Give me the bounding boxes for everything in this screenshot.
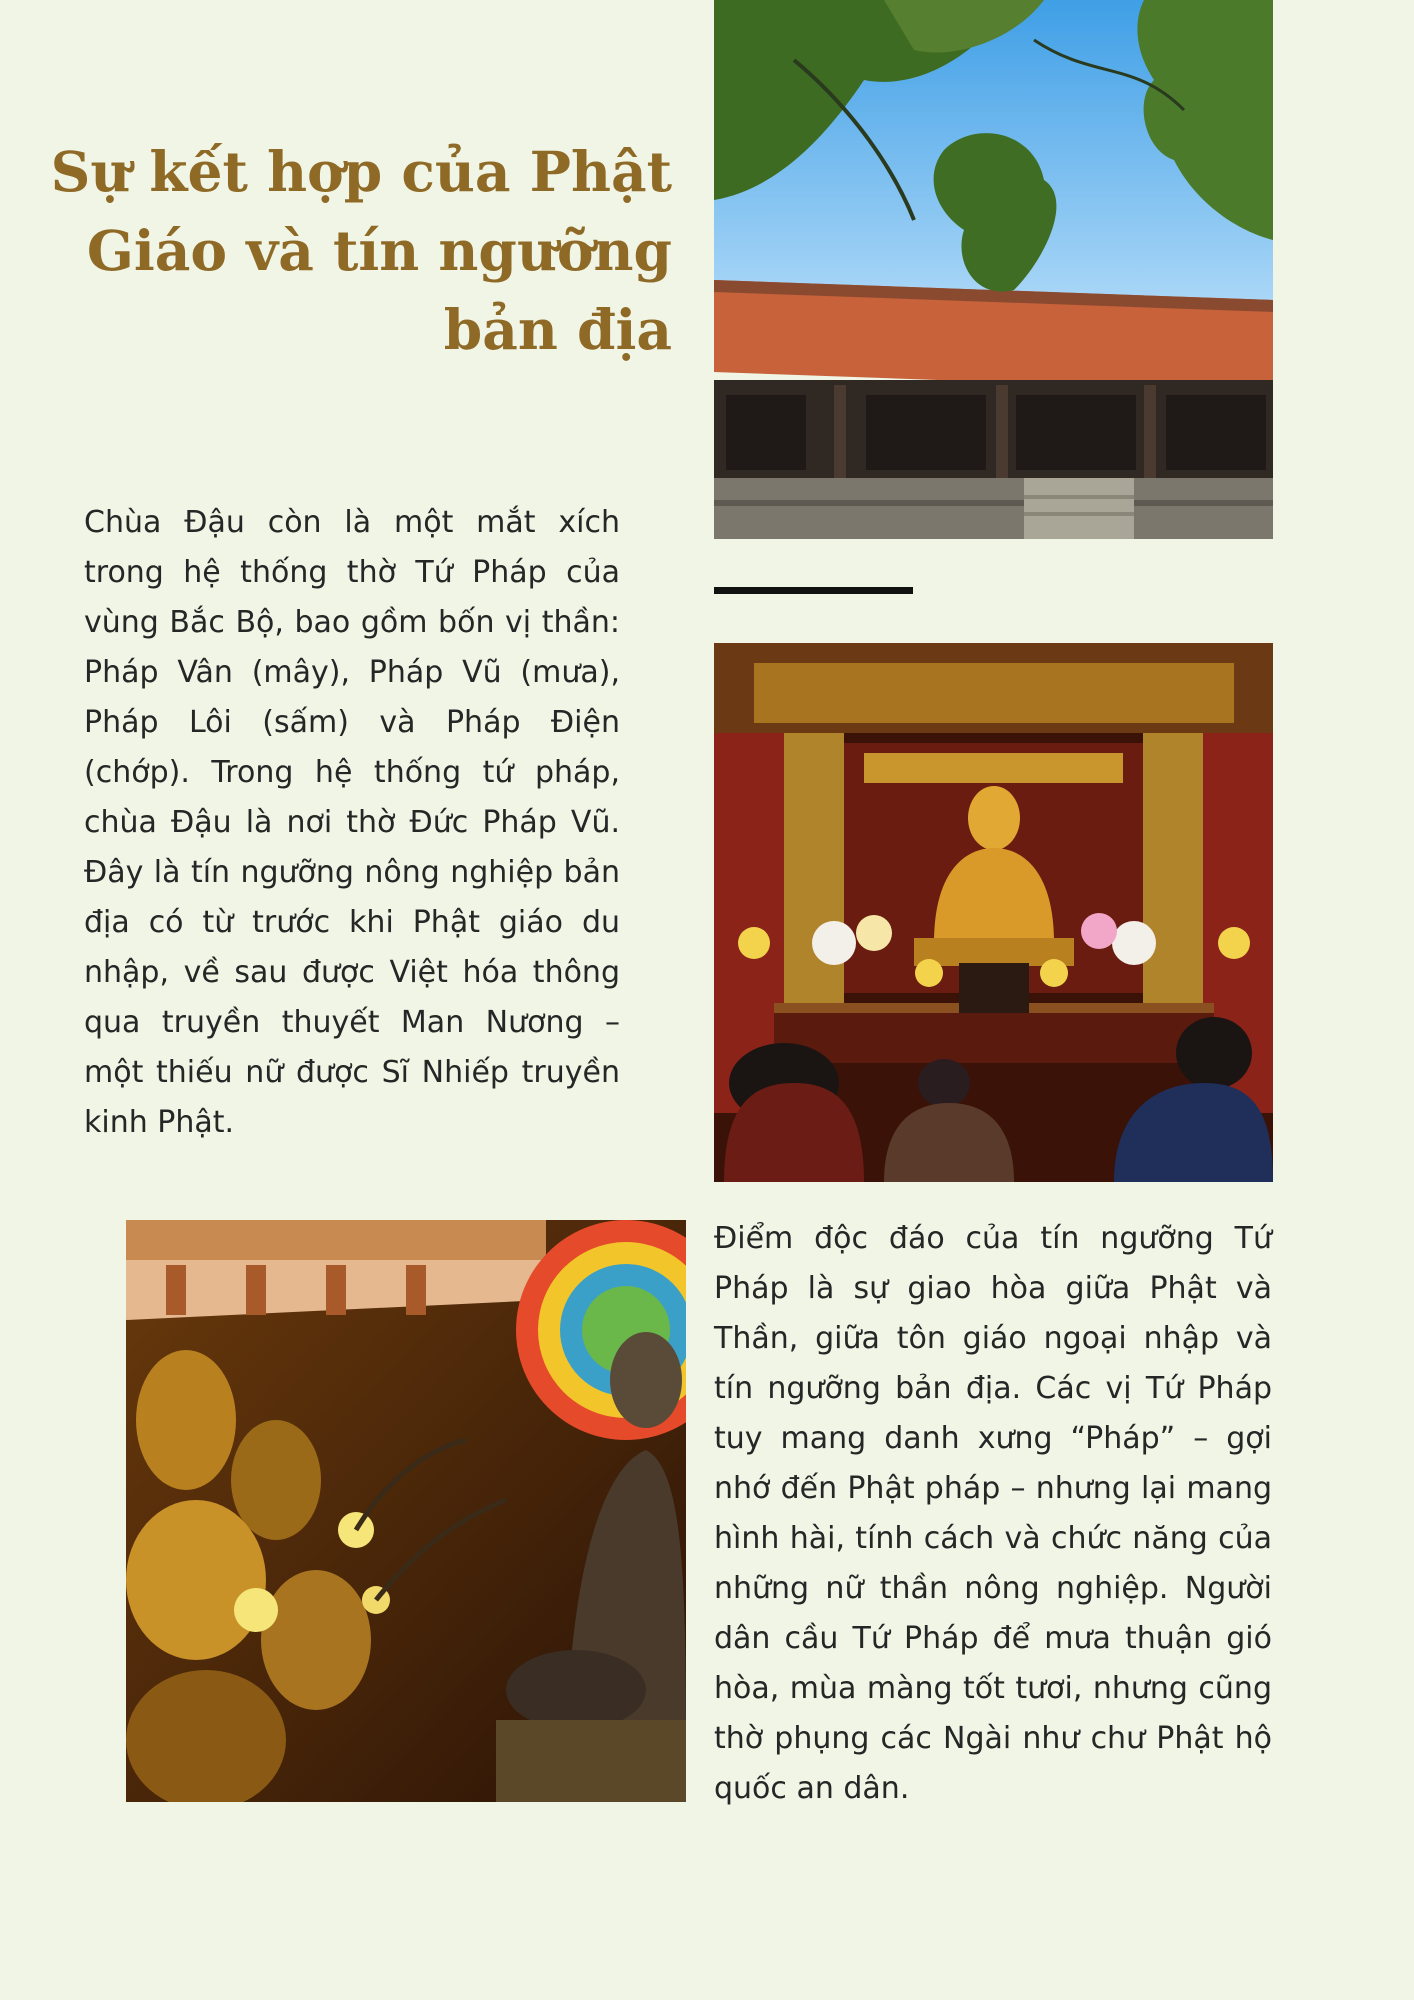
altar-interior-photo — [714, 643, 1273, 1182]
paragraph-buddha-spirit-harmony: Điểm độc đáo của tín ngưỡng Tứ Pháp là sự giao hòa giữa Phật và Thần, giữa tôn giáo ngoại nhập và tín ngưỡng bản địa. Các vị Tứ Pháp tuy mang danh xưng “Pháp” – gợi nhớ đến Phật pháp – nhưng lại mang hình hài, tính cách và chức năng của những nữ thần nông nghiệp. Người dân cầu Tứ Pháp để mưa thuận gió hòa, mùa màng tốt tươi, nhưng cũng thờ phụng các Ngài như chư Phật hộ quốc an dân. — [714, 1221, 1272, 1806]
paragraph-four-dharma: Chùa Đậu còn là một mắt xích trong hệ thống thờ Tứ Pháp của vùng Bắc Bộ, bao gồm bốn vị thần: Pháp Vân (mây), Pháp Vũ (mưa), Pháp Lôi (sấm) và Pháp Điện (chớp). Trong hệ thống tứ pháp, chùa Đậu là nơi thờ Đức Pháp Vũ. Đây là tín ngưỡng nông nghiệp bản địa có từ trước khi Phật giáo du nhập, về sau được Việt hóa thông qua truyền thuyết Man Nương – một thiếu nữ được Sĩ Nhiếp truyền kinh Phật. — [84, 505, 620, 1140]
pagoda-exterior-photo — [714, 0, 1273, 539]
section-divider — [714, 587, 913, 594]
bronze-buddha-photo — [126, 1220, 686, 1802]
page-title: Sự kết hợp của Phật Giáo và tín ngưỡng bản địa — [50, 139, 672, 362]
